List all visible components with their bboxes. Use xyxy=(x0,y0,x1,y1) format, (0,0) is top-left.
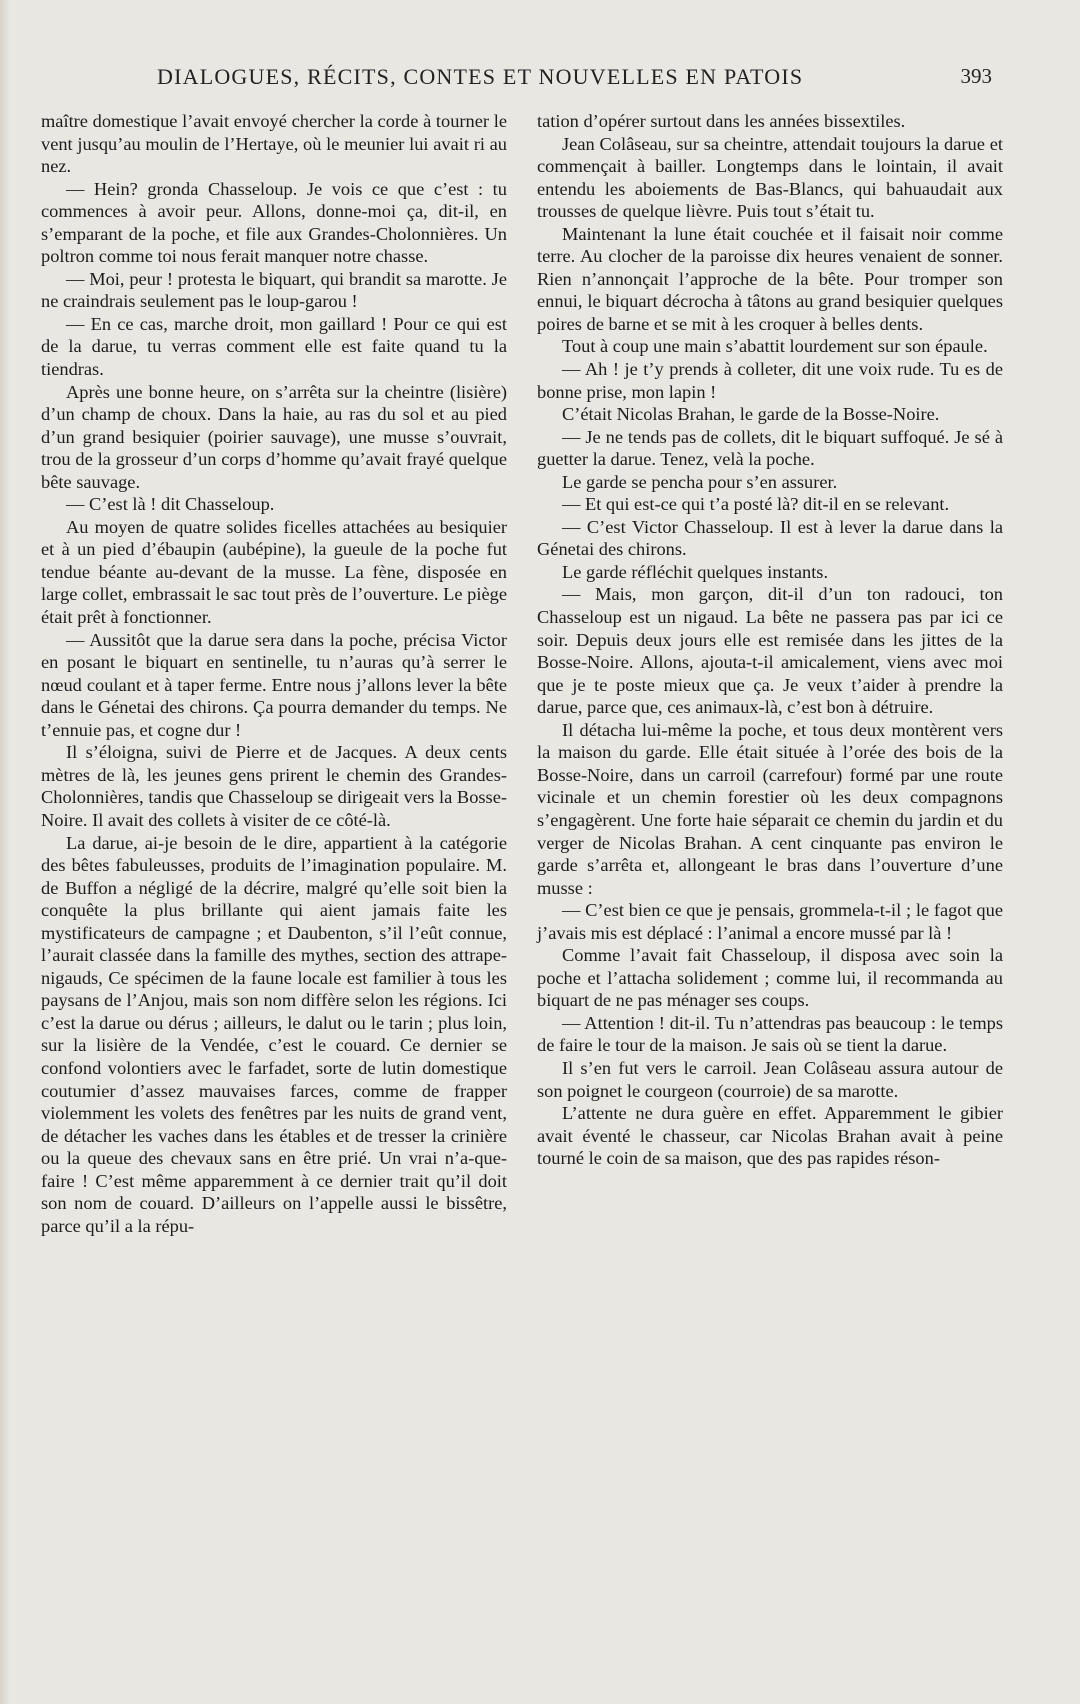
paragraph: Le garde réfléchit quelques instants. xyxy=(562,561,829,582)
running-title: DIALOGUES, RÉCITS, CONTES ET NOUVELLES EN PATOIS xyxy=(157,64,804,89)
paragraph: Il s’éloigna, suivi de Pierre et de Jacques. A deux cents mètres de là, les jeunes gens prirent le chemin des Grandes-Cholonnières, tandis que Chasseloup se dirigeait vers la Bosse-Noire. Il avait des collets à visiter de ce côté-là. xyxy=(41,742,507,830)
paragraph: La darue, ai-je besoin de le dire, appartient à la catégorie des bêtes fabuleusses, produits de l’imagination populaire. M. de Buffon a négligé de la décrire, malgré qu’elle soit bien la conquête la plus brillante qui aient jamais faite les mystificateurs de campagne ; et Daubenton, s’il l’eût connue, l’aurait classée dans la famille des mythes, section des attrape-nigauds, Ce spécimen de la faune locale est familier à tous les paysans de l’Anjou, mais son nom diffère selon les régions. Ici c’est la darue ou dérus ; ailleurs, le dalut ou le tarin ; plus loin, sur la lisière de la Vendée, c’est le couard. Ce dernier se confond volontiers avec le farfadet, sorte de lutin domestique coutumier d’assez mauvaises farces, comme de frapper violemment les volets des fenêtres par les nuits de grand vent, de détacher les vaches dans les étables et de tresser la crinière ou la queue des chevaux sans en être prié. Un vrai n’a-que-faire ! C’est même apparemment à ce dernier trait qu’il doit son nom de couard. D’ailleurs on l’appelle aussi le bissêtre, parce qu’il a la répu- xyxy=(41,832,507,1236)
paragraph: Il détacha lui-même la poche, et tous deux montèrent vers la maison du garde. Elle était située à l’orée des bois de la Bosse-Noire, dans un carroil (carrefour) formé par une route vicinale et un chemin forestier où les deux compagnons s’engagèrent. Une forte haie séparait ce chemin du jardin et du verger de Nicolas Brahan. A cent cinquante pas environ le garde s’arrêta et, allongeant le bras dans l’ouverture d’une musse : xyxy=(537,719,1003,898)
page-number: 393 xyxy=(960,64,992,88)
paragraph: Le garde se pencha pour s’en assurer. xyxy=(562,471,838,492)
paragraph: Maintenant la lune était couchée et il faisait noir comme terre. Au clocher de la paroisse dix heures venaient de sonner. Rien n’annonçait l’approche de la bête. Pour tromper son ennui, le biquart décrocha à tâtons au grand besiquier quelques poires de barne et se mit à les croquer à belles dents. xyxy=(537,223,1003,334)
paragraph: Jean Colâseau, sur sa cheintre, attendait toujours la darue et commençait à bailler. Longtemps dans le lointain, il avait entendu les aboiements de Bas-Blancs, qui bahuaudait aux trousses de quelque lièvre. Puis tout s’était tu. xyxy=(537,133,1003,222)
paragraph: — Je ne tends pas de collets, dit le biquart suffoqué. Je sé à guetter la darue. Tenez, velà la poche. xyxy=(537,426,1003,470)
right-column xyxy=(537,110,1003,1170)
paragraph: L’attente ne dura guère en effet. Apparemment le gibier avait éventé le chasseur, car Nicolas Brahan avait à peine tourné le coin de sa maison, que des pas rapides réson- xyxy=(537,1103,1003,1169)
paragraph: Comme l’avait fait Chasseloup, il disposa avec soin la poche et l’attacha solidement ; comme lui, il recommanda au biquart de ne pas ménager ses coups. xyxy=(537,945,1003,1011)
paragraph: — Et qui est-ce qui t’a posté là? dit-il en se relevant. xyxy=(562,494,950,515)
paragraph: — C’est là ! dit Chasseloup. xyxy=(66,494,275,515)
paragraph: — C’est bien ce que je pensais, grommela-t-il ; le fagot que j’avais mis est déplacé : l’animal a encore mussé par là ! xyxy=(537,900,1003,943)
paragraph: — C’est Victor Chasseloup. Il est à lever la darue dans la Génetai des chirons. xyxy=(537,516,1003,560)
paragraph: maître domestique l’avait envoyé chercher la corde à tourner le vent jusqu’au moulin de l’Hertaye, où le meunier lui avait ri au nez. xyxy=(41,111,507,177)
paragraph: — Attention ! dit-il. Tu n’attendras pas beaucoup : le temps de faire le tour de la maison. Je sais où se tient la darue. xyxy=(537,1012,1003,1056)
paragraph: — Hein? gronda Chasseloup. Je vois ce que c’est : tu commences à avoir peur. Allons, donne-moi ça, dit-il, en s’emparant de la poche, et file aux Grandes-Cholonnières. Un poltron comme toi nous ferait manquer notre chasse. xyxy=(41,178,507,267)
left-column xyxy=(41,110,507,1237)
paragraph: — Mais, mon garçon, dit-il d’un ton radouci, ton Chasseloup est un nigaud. La bête ne passera pas par ici ce soir. Depuis deux jours elle est remisée dans les jittes de la Bosse-Noire. Allons, ajouta-t-il amicalement, viens avec moi que je te poste mieux que ça. Je veux t’aider à prendre la darue, parce que, ces animaux-là, c’est bon à détruire. xyxy=(537,584,1003,718)
paragraph: Après une bonne heure, on s’arrêta sur la cheintre (lisière) d’un champ de choux. Dans la haie, au ras du sol et au pied d’un grand besiquier (poirier sauvage), une musse s’ouvrait, trou de la grosseur d’un corps d’homme qu’avait frayé quelque bête sauvage. xyxy=(41,381,507,492)
paragraph: Tout à coup une main s’abattit lourdement sur son épaule. xyxy=(562,336,988,357)
paragraph: C’était Nicolas Brahan, le garde de la Bosse-Noire. xyxy=(562,404,940,425)
paragraph: Au moyen de quatre solides ficelles attachées au besiquier et à un pied d’ébaupin (aubépine), la gueule de la poche fut tendue béante au-devant de la musse. La fène, disposée en large collet, embrassait le sac tout près de l’ouverture. Le piège était prêt à fonctionner. xyxy=(41,516,507,628)
paragraph: — Ah ! je t’y prends à colleter, dit une voix rude. Tu es de bonne prise, mon lapin ! xyxy=(537,359,1003,402)
paragraph: tation d’opérer surtout dans les années bissextiles. xyxy=(537,111,906,131)
paragraph: — En ce cas, marche droit, mon gaillard ! Pour ce qui est de la darue, tu verras comment elle est faite quand tu la tiendras. xyxy=(41,313,507,380)
running-head xyxy=(157,64,992,94)
paragraph: — Aussitôt que la darue sera dans la poche, précisa Victor en posant le biquart en sentinelle, tu n’auras qu’à serrer le nœud coulant et à taper ferme. Entre nous j’allons lever la bête dans le Génetai des chirons. Ça pourra demander du temps. Ne t’ennuie pas, et cogne dur ! xyxy=(41,629,507,740)
paragraph: Il s’en fut vers le carroil. Jean Colâseau assura autour de son poignet le courgeon (courroie) de sa marotte. xyxy=(537,1057,1003,1101)
paragraph: — Moi, peur ! protesta le biquart, qui brandit sa marotte. Je ne craindrais seulement pas le loup-garou ! xyxy=(41,268,507,312)
page-gutter-shadow xyxy=(0,0,10,1704)
